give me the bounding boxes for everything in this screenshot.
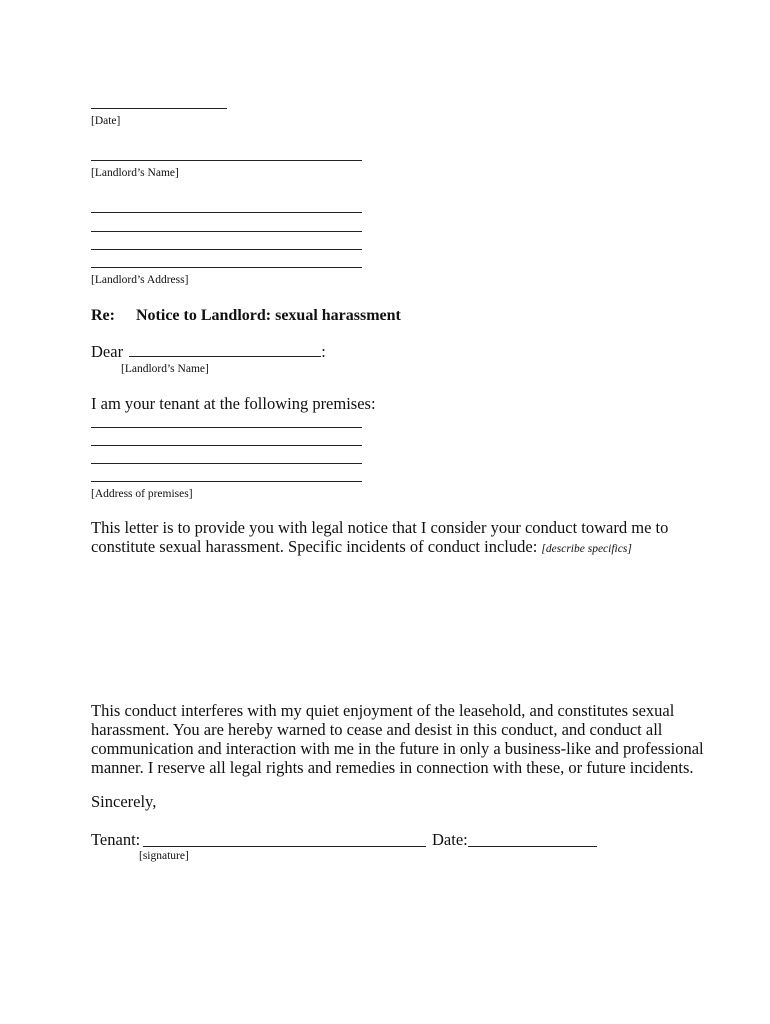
signature-date-label: Date: [432,830,468,849]
dear-word: Dear [91,342,124,361]
conduct-line-4: manner. I reserve all legal rights and remedies in connection with these, or future incidents. [91,758,694,777]
conduct-line-2: harassment. You are hereby warned to cease and desist in this conduct, and conduct all [91,720,663,739]
landlord-address-line-1[interactable] [91,212,362,213]
re-prefix: Re: [91,307,115,324]
premises-line-2[interactable] [91,445,362,446]
tenant-intro: I am your tenant at the following premises: [91,394,376,413]
tenant-label: Tenant: [91,830,141,849]
describe-specifics-hint: [describe specifics] [541,543,632,555]
signature-label: [signature] [139,850,189,862]
landlord-address-line-2[interactable] [91,231,362,232]
salutation-name-label: [Landlord’s Name] [121,363,209,375]
landlord-address-label: [Landlord’s Address] [91,274,189,286]
notice-line-2 [91,537,632,559]
premises-label: [Address of premises] [91,488,193,500]
signature-date-line[interactable] [468,846,597,847]
notice-line-1: This letter is to provide you with legal notice that I consider your conduct toward me to [91,518,669,537]
conduct-line-1: This conduct interferes with my quiet enjoyment of the leasehold, and constitutes sexual [91,701,675,720]
premises-line-4[interactable] [91,481,362,482]
conduct-line-3: communication and interaction with me in the future in only a business-like and professional [91,739,704,758]
date-label: [Date] [91,115,121,127]
tenant-signature-line[interactable] [143,846,426,847]
salutation-name-blank[interactable] [129,342,321,357]
closing: Sincerely, [91,792,157,811]
landlord-address-line-4[interactable] [91,267,362,268]
landlord-name-label: [Landlord’s Name] [91,167,179,179]
date-line[interactable] [91,108,227,109]
re-subject: Notice to Landlord: sexual harassment [136,307,401,324]
premises-line-1[interactable] [91,427,362,428]
landlord-name-line[interactable] [91,160,362,161]
salutation [91,342,326,361]
salutation-colon: : [321,342,326,361]
premises-line-3[interactable] [91,463,362,464]
landlord-address-line-3[interactable] [91,249,362,250]
notice-line-2-text: constitute sexual harassment. Specific incidents of conduct include: [91,537,538,556]
